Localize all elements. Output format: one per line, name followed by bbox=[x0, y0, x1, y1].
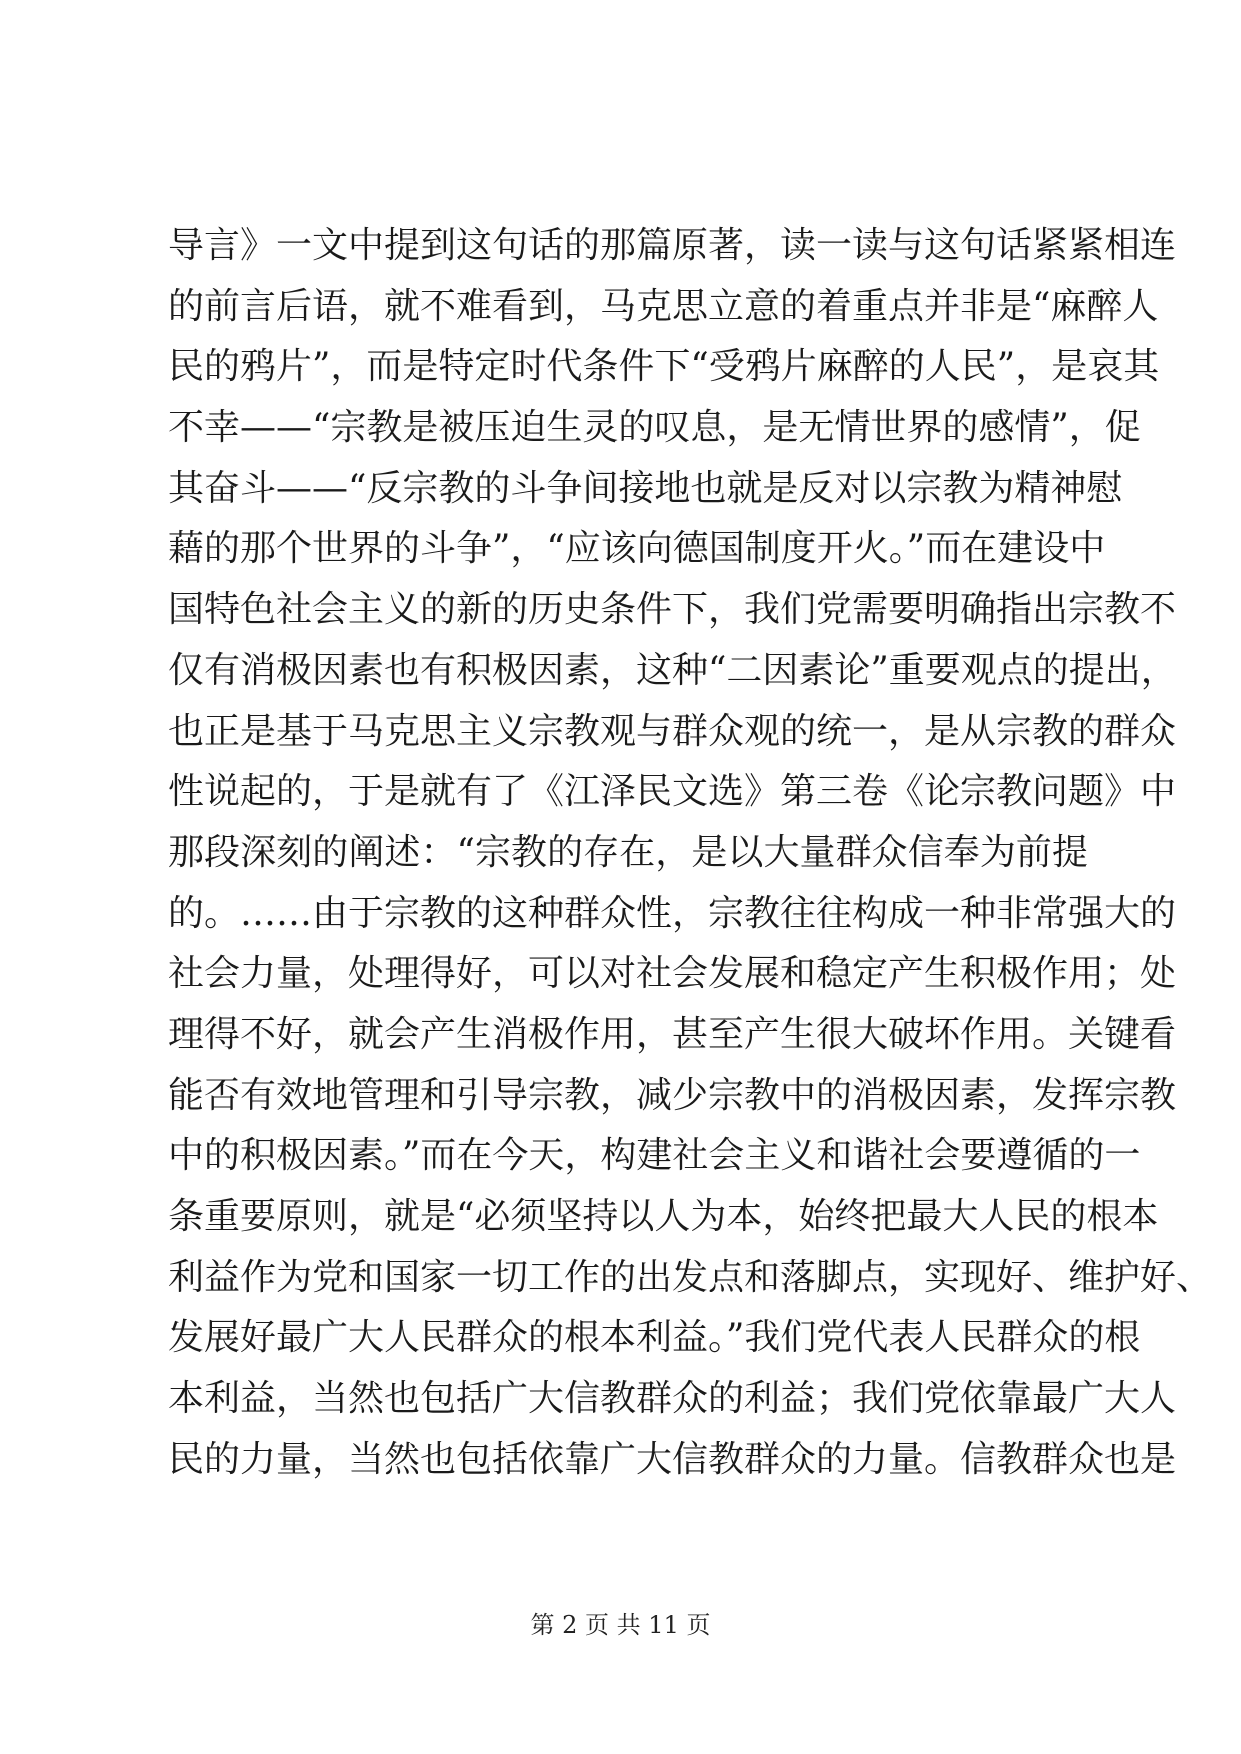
text-line: 那段深刻的阐述：“宗教的存在，是以大量群众信奉为前提 bbox=[168, 831, 1088, 873]
text-line: 国特色社会主义的新的历史条件下，我们党需要明确指出宗教不 bbox=[168, 589, 1177, 631]
page-number-footer: 第 2 页 共 11 页 bbox=[530, 1611, 711, 1639]
text-line: 仅有消极因素也有积极因素，这种“二因素论”重要观点的提出， bbox=[168, 649, 1177, 691]
text-line: 本利益，当然也包括广大信教群众的利益；我们党依靠最广大人 bbox=[168, 1378, 1177, 1420]
text-line: 发展好最广大人民群众的根本利益。”我们党代表人民群众的根 bbox=[168, 1317, 1141, 1359]
text-line: 藉的那个世界的斗争”，“应该向德国制度开火。”而在建设中 bbox=[168, 528, 1106, 570]
text-line: 不幸——“宗教是被压迫生灵的叹息，是无情世界的感情”，促 bbox=[168, 407, 1141, 449]
text-line: 其奋斗——“反宗教的斗争间接地也就是反对以宗教为精神慰 bbox=[168, 467, 1123, 509]
text-line: 条重要原则，就是“必须坚持以人为本，始终把最大人民的根本 bbox=[168, 1196, 1159, 1237]
text-line: 理得不好，就会产生消极作用，甚至产生很大破坏作用。关键看 bbox=[168, 1013, 1177, 1055]
text-line: 导言》一文中提到这句话的那篇原著，读一读与这句话紧紧相连 bbox=[168, 225, 1177, 266]
text-line: 也正是基于马克思主义宗教观与群众观的统一，是从宗教的群众 bbox=[168, 710, 1177, 752]
text-line: 民的鸦片”，而是特定时代条件下“受鸦片麻醉的人民”，是哀其 bbox=[168, 346, 1160, 388]
text-line: 的。……由于宗教的这种群众性，宗教往往构成一种非常强大的 bbox=[168, 892, 1177, 934]
text-line: 利益作为党和国家一切工作的出发点和落脚点，实现好、维护好、 bbox=[168, 1256, 1213, 1298]
text-line: 性说起的，于是就有了《江泽民文选》第三卷《论宗教问题》中 bbox=[168, 771, 1177, 813]
text-line: 能否有效地管理和引导宗教，减少宗教中的消极因素，发挥宗教 bbox=[168, 1074, 1177, 1116]
body-text bbox=[168, 225, 1213, 1502]
text-line: 中的积极因素。”而在今天，构建社会主义和谐社会要遵循的一 bbox=[168, 1135, 1141, 1177]
text-line: 民的力量，当然也包括依靠广大信教群众的力量。信教群众也是 bbox=[168, 1438, 1177, 1480]
text-line: 的前言后语，就不难看到，马克思立意的着重点并非是“麻醉人 bbox=[168, 285, 1159, 327]
text-line: 社会力量，处理得好，可以对社会发展和稳定产生积极作用；处 bbox=[168, 953, 1177, 995]
